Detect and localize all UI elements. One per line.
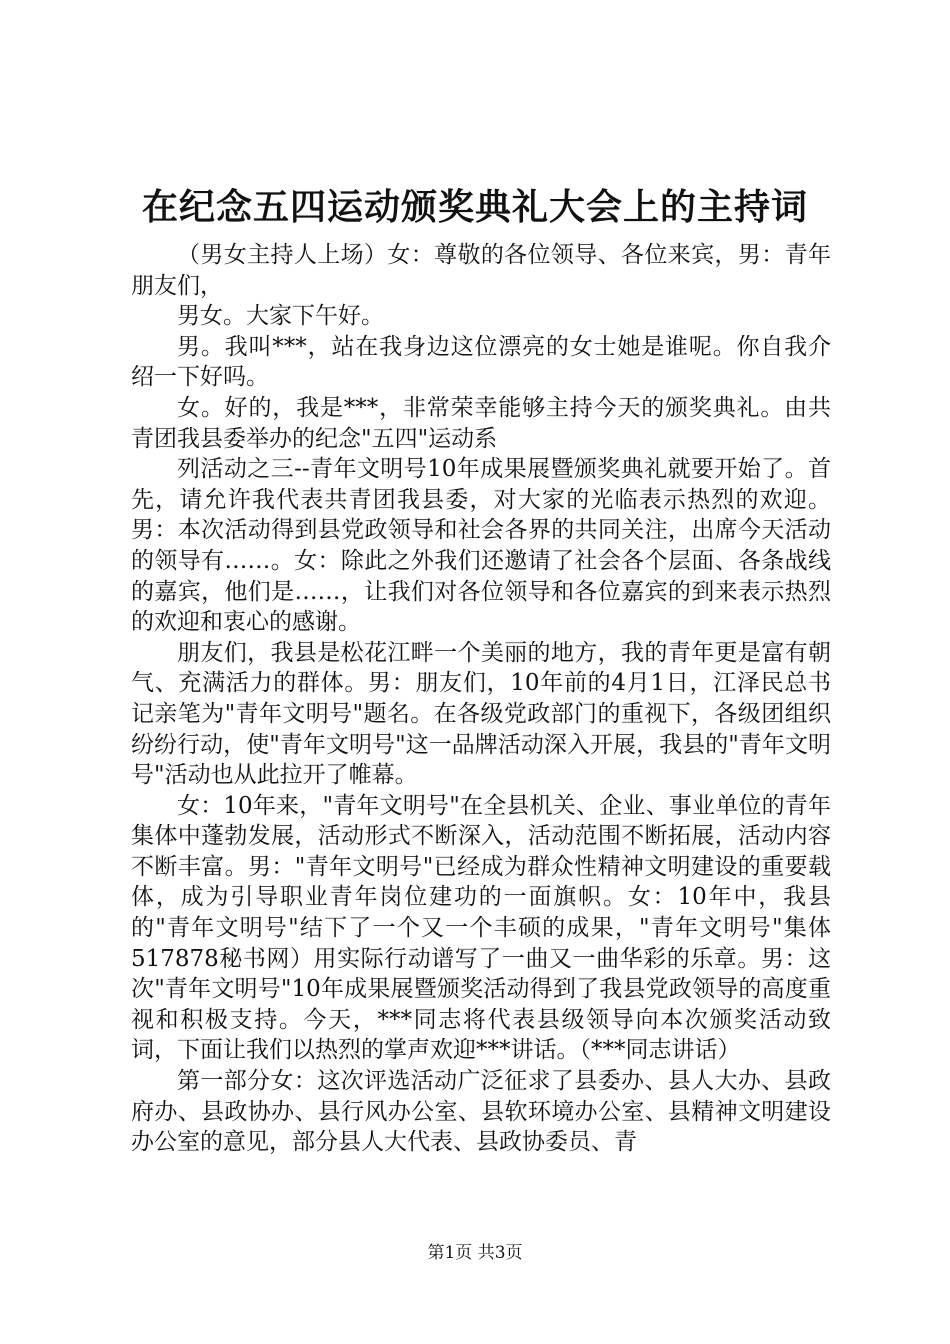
paragraph: 朋友们，我县是松花江畔一个美丽的地方，我的青年更是富有朝气、充满活力的群体。男：朋友们，10年前的4月1日，江泽民总书记亲笔为"青年文明号"题名。在各级党政部门的重视下，各级团组织纷纷行动，使"青年文明号"这一品牌活动深入开展，我县的"青年文明号"活动也从此拉开了帷幕。: [131, 639, 831, 789]
paragraph: 男女。大家下午好。: [177, 303, 384, 330]
page-footer: 第1页 共3页: [427, 1243, 523, 1263]
paragraph: （男女主持人上场）女：尊敬的各位领导、各位来宾，男：青年朋友们，: [131, 242, 831, 299]
paragraph: 女：10年来，"青年文明号"在全县机关、企业、事业单位的青年集体中蓬勃发展，活动形式不断深入，活动范围不断拓展，活动内容不断丰富。男："青年文明号"已经成为群众性精神文明建设的重要载体，成为引导职业青年岗位建功的一面旗帜。女：10年中，我县的"青年文明号"结下了一个又一个丰硕的成果，"青年文明号"集体517878秘书网）用实际行动谱写了一曲又一曲华彩的乐章。男：这次"青年文明号"10年成果展暨颁奖活动得到了我县党政领导的高度重视和积极支持。今天，***同志将代表县级领导向本次颁奖活动致词，下面让我们以热烈的掌声欢迎***讲话。（***同志讲话）: [131, 792, 831, 1064]
paragraph: 女。好的，我是***，非常荣幸能够主持今天的颁奖典礼。由共青团我县委举办的纪念"五四"运动系: [131, 394, 831, 452]
paragraph: 列活动之三--青年文明号10年成果展暨颁奖典礼就要开始了。首先，请允许我代表共青团我县委，对大家的光临表示热烈的欢迎。男：本次活动得到县党政领导和社会各界的共同关注，出席今天活动的领导有……。女：除此之外我们还邀请了社会各个层面、各条战线的嘉宾，他们是……，让我们对各位领导和各位嘉宾的到来表示热烈的欢迎和衷心的感谢。: [131, 456, 831, 636]
document-body: [131, 240, 831, 1158]
paragraph: 第一部分女：这次评选活动广泛征求了县委办、县人大办、县政府办、县政协办、县行风办公室、县软环境办公室、县精神文明建设办公室的意见，部分县人大代表、县政协委员、青: [131, 1068, 831, 1156]
paragraph: 男。我叫***，站在我身边这位漂亮的女士她是谁呢。你自我介绍一下好吗。: [131, 333, 831, 391]
document-title: 在纪念五四运动颁奖典礼大会上的主持词: [141, 186, 808, 228]
